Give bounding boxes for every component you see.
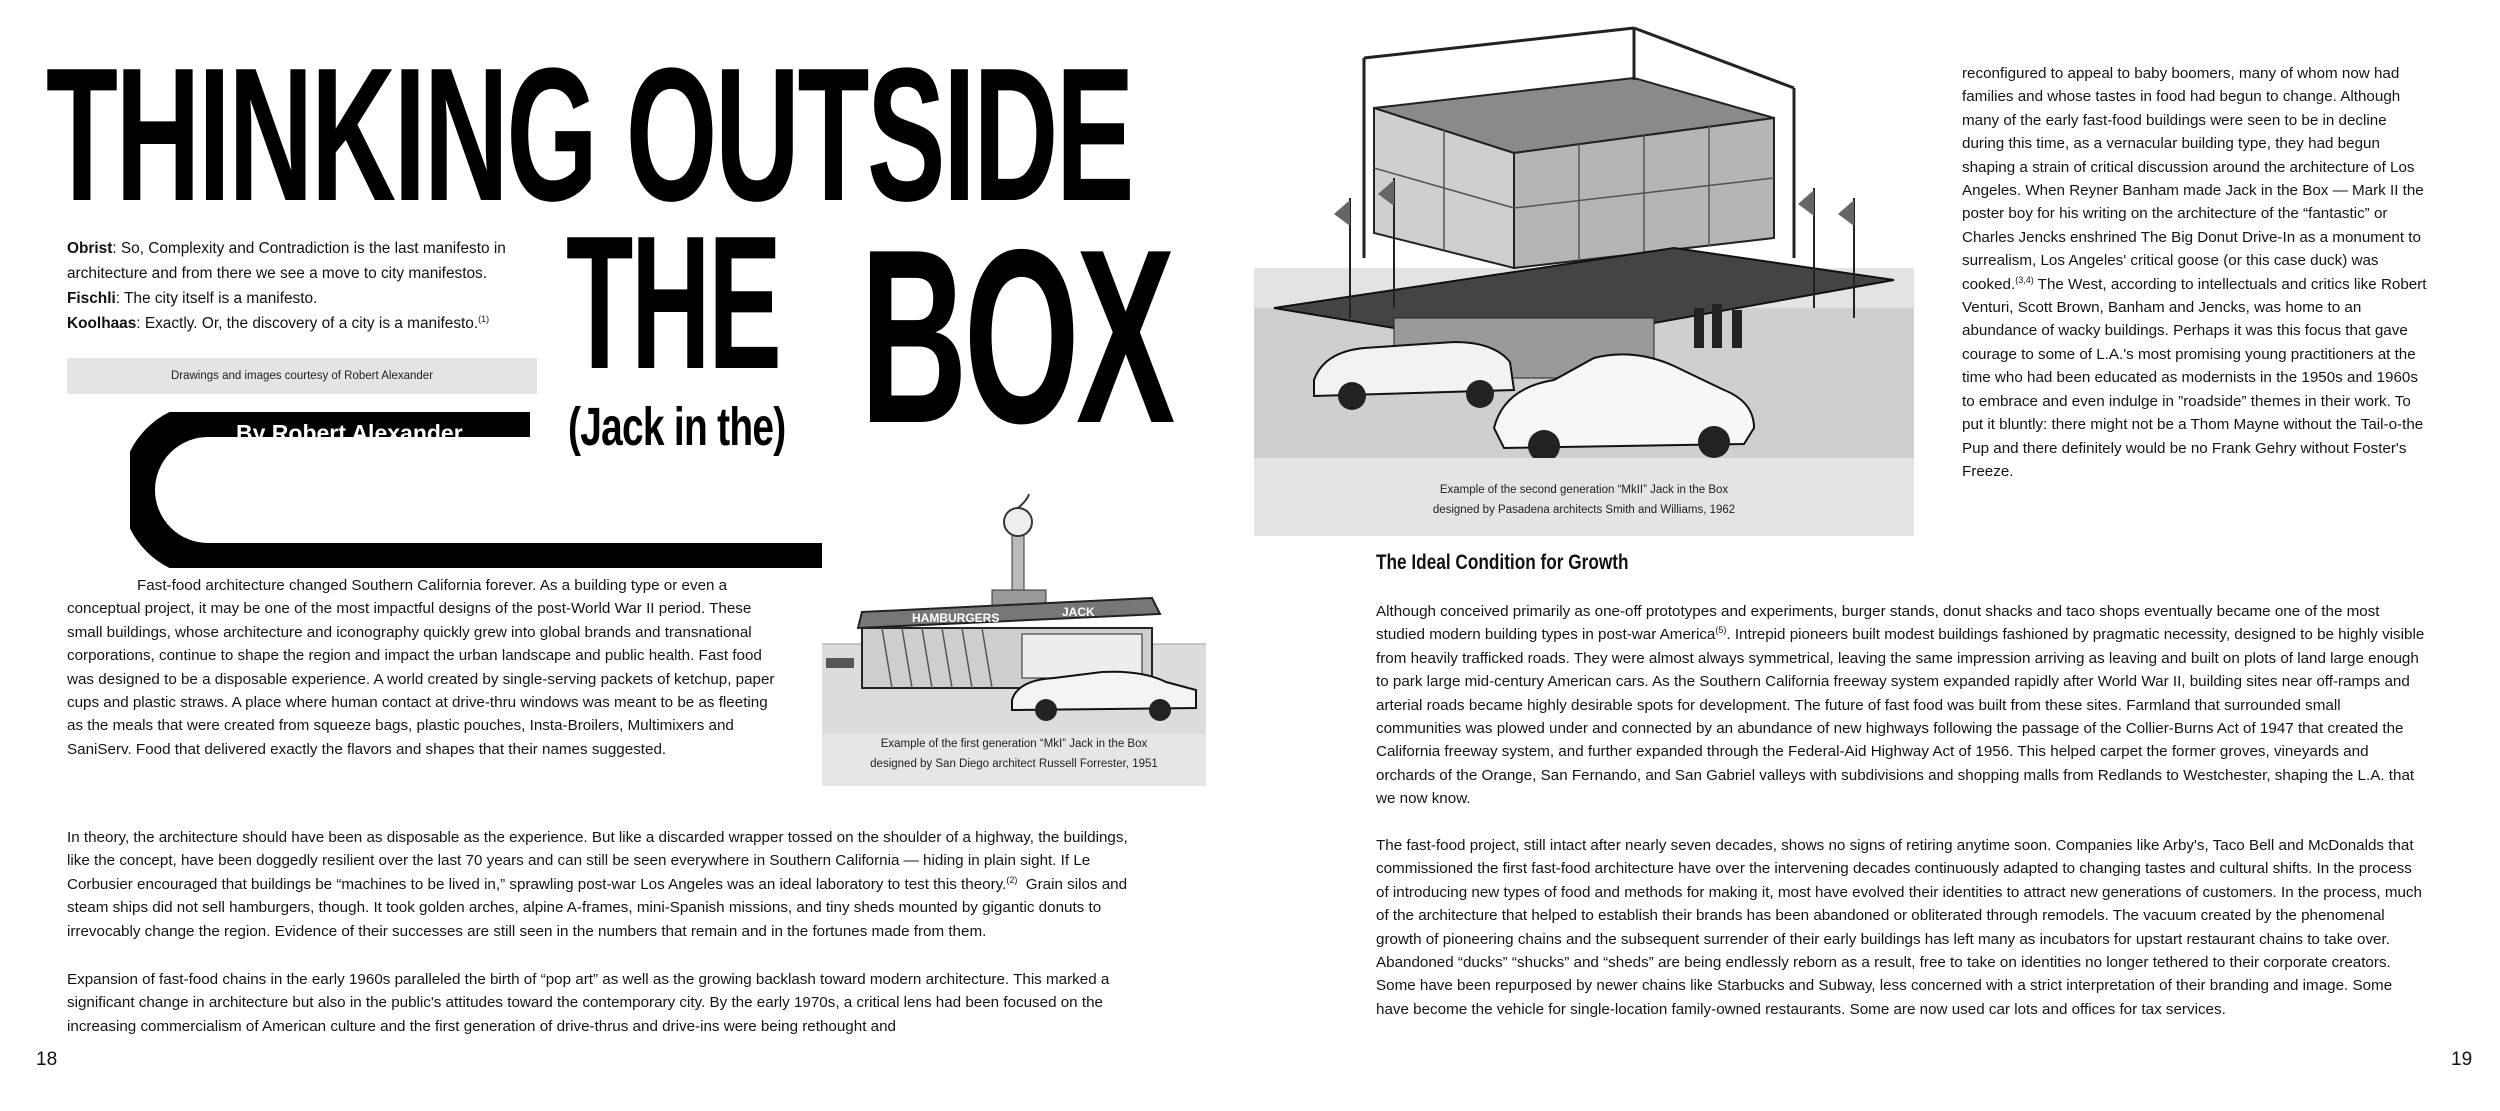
image-credit: Drawings and images courtesy of Robert Alexander [67, 358, 537, 394]
paragraph-text: Although conceived primarily as one-off prototypes and experiments, burger stands, donut shacks and taco shops eventually became one of the most studied modern building types in post-war America [1376, 603, 2380, 644]
epigraph-text: : So, Complexity and Contradiction is the last manifesto in architecture and from there we see a move to city manifestos. [67, 240, 506, 282]
paragraph-text: . Intrepid pioneers built modest buildings fashioned by pragmatic necessity, designed to be highly visible from heavily trafficked roads. They were almost always symmetrical, leaving the same impression arriving as leaving and built on plots of land large enough to park large mid-century American cars. As the Southern California freeway system expanded rapidly after World War II, building sites near off-ramps and arterial roads became highly desirable spots for development. The future of fast food was built from these sites. Farmland that surrounded small communities was plowed under and connected by an abundance of new highways following the passage of the Collier-Burns Act of 1947 that created the California freeway system, and further expanded through the Federal-Aid Highway Act of 1956. This helped carpet the former groves, vineyards and orchards of the Orange, San Fernando, and San Gabriel valleys with subdivisions and shopping malls from Redlands to Westchester, shaping the L.A. that we now know. [1376, 626, 2425, 808]
paragraph [1962, 62, 2432, 483]
epigraph-speaker: Koolhaas [67, 315, 137, 332]
epigraph-line [67, 311, 547, 336]
caption-line: designed by San Diego architect Russell Forrester, 1951 [870, 758, 1158, 770]
paragraph-text: Grain silos and steam ships did not sell hamburgers, though. It took golden arches, alpine A-frames, mini-Spanish missions, and tiny sheds mounted by gigantic donuts to irrevocably change the region. Evidence of their successes are still seen in the numbers that remain and in the fortunes made from them. [67, 875, 1128, 940]
section-heading: The Ideal Condition for Growth [1376, 551, 1629, 574]
headline-box: BOX [860, 197, 1172, 475]
epigraph-speaker: Obrist [67, 240, 113, 257]
epigraph [67, 236, 547, 336]
epigraph-text: : Exactly. Or, the discovery of a city is a manifesto. [136, 315, 479, 332]
body-column-b3 [1376, 834, 2426, 1021]
epigraph-speaker: Fischli [67, 290, 116, 307]
byline: By Robert Alexander [236, 420, 463, 446]
epigraph-line [67, 286, 547, 311]
caption-line: designed by Pasadena architects Smith and Williams, 1962 [1432, 504, 1736, 516]
page-number-left: 18 [36, 1049, 58, 1070]
mk1-drive-in-drawing [822, 494, 1206, 734]
paragraph: The fast-food project, still intact after nearly seven decades, shows no signs of retiring anytime soon. Companies like Arby's, Taco Bell and McDonalds that commissioned the first fast-food architecture have over the intervening decades continuously adapted to changing tastes and cultural shifts. In the process of introducing new types of food and methods for making it, most have evolved their identities to attract new generations of customers. In the process, much of the architecture that helped to establish their brands has been abandoned or obliterated through remodels. The vacuum created by the phenomenal growth of pioneering chains and the subsequent surrender of their early buildings has left many as incubators for upstart restaurant chains to take over. Abandoned “ducks” “shucks” and “sheds” are being endlessly reborn as a result, free to take on identities no longer tethered to their corporate creators. Some have been repurposed by newer chains like Starbucks and Subway, less concerned with a strict interpretation of their branding and image. Some have become the vehicle for single-location family-owned restaurants. Some are now used car lots and offices for tax services. [1376, 837, 2422, 1018]
footnote-marker: (3,4) [2015, 274, 2034, 285]
caption-line: Example of the first generation “MkI” Jack in the Box [880, 738, 1148, 750]
paragraph [1376, 600, 2426, 811]
body-column-b1 [1962, 62, 2432, 483]
paragraph-text: reconfigured to appeal to baby boomers, many of whom now had families and whose tastes in food had begun to change. Although many of the early fast-food buildings were seen to be in decline during this time, as a vernacular building type, they had begun shaping a strain of critical discussion around the architecture of Los Angeles. When Reyner Banham made Jack in the Box — Mark II the poster boy for his writing on the architecture of the “fantastic” or Charles Jencks enshrined The Big Donut Drive-In as a monument to surrealism, Los Angeles' critical goose (or this case duck) was cooked. [1962, 65, 2424, 293]
epigraph-line [67, 236, 547, 286]
paragraph [67, 826, 1149, 943]
body-column-b2 [1376, 600, 2426, 811]
figure-caption [1254, 480, 1914, 520]
figure-mk2 [1254, 18, 1914, 518]
footnote-marker: (2) [1006, 874, 1018, 885]
headline-the: THE [566, 197, 780, 409]
headline-parenthetical: (Jack in the) [568, 397, 786, 457]
paragraph-text: In theory, the architecture should have been as disposable as the experience. But like a discarded wrapper tossed on the shoulder of a highway, the buildings, like the concept, have been doggedly resilient over the last 70 years and can still be seen everywhere in Southern California — hiding in plain sight. If Le Corbusier encouraged that buildings be “machines to be lived in,” sprawling post-war Los Angeles was an ideal laboratory to test this theory. [67, 829, 1128, 893]
footnote-marker: (1) [478, 313, 490, 324]
sign-jack: JACK [1062, 605, 1095, 619]
body-column-a1 [67, 574, 787, 761]
body-column-a2 [67, 826, 1149, 943]
paragraph: Fast-food architecture changed Southern California forever. As a building type or even a conceptual project, it may be one of the most impactful designs of the post-World War II period. These small buildings, whose architecture and iconography quickly grew into global brands and transnational corporations, continue to shape the region and impact the urban landscape and public health. Fast food was designed to be a disposable experience. A world created by single-serving packets of ketchup, paper cups and plastic straws. A place where human contact at drive-thru windows was meant to be as fleeting as the meals that were created from squeeze bags, plastic pouches, Insta-Broilers, Multimixers and SaniServ. Food that delivered exactly the flavors and shapes that their names suggested. [67, 577, 775, 758]
paragraph-text: The West, according to intellectuals and critics like Robert Venturi, Scott Brown, Banham and Jencks, was home to an abundance of wacky buildings. Perhaps it was this focus that gave courage to some of L.A.'s most promising young practitioners at the time who had been educated as modernists in the 1950s and 1960s to embrace and even indulge in ”roadside” themes in their work. To put it bluntly: there might not be a Thom Mayne without the Tail-o-the Pup and there definitely would be no Frank Gehry without Foster's Freeze. [1962, 275, 2427, 480]
footnote-marker: (5) [1715, 625, 1727, 636]
headline-line1: THINKING OUTSIDE [46, 29, 1132, 241]
mk2-drive-in-drawing [1254, 18, 1914, 458]
sign-hamburgers: HAMBURGERS [912, 611, 1000, 625]
paragraph: Expansion of fast-food chains in the early 1960s paralleled the birth of “pop art” as well as the growing backlash toward modern architecture. This marked a significant change in architecture but also in the public's attitudes toward the contemporary city. By the early 1970s, a critical lens had been focused on the increasing commercialism of American culture and the first generation of drive-thrus and drive-ins were being rethought and [67, 971, 1110, 1035]
page-number-right: 19 [2451, 1049, 2473, 1070]
caption-line: Example of the second generation “MkII” Jack in the Box [1439, 484, 1729, 496]
epigraph-text: : The city itself is a manifesto. [115, 290, 318, 307]
figure-mk1 [822, 494, 1206, 786]
figure-caption [822, 734, 1206, 774]
body-column-a3 [67, 968, 1149, 1038]
